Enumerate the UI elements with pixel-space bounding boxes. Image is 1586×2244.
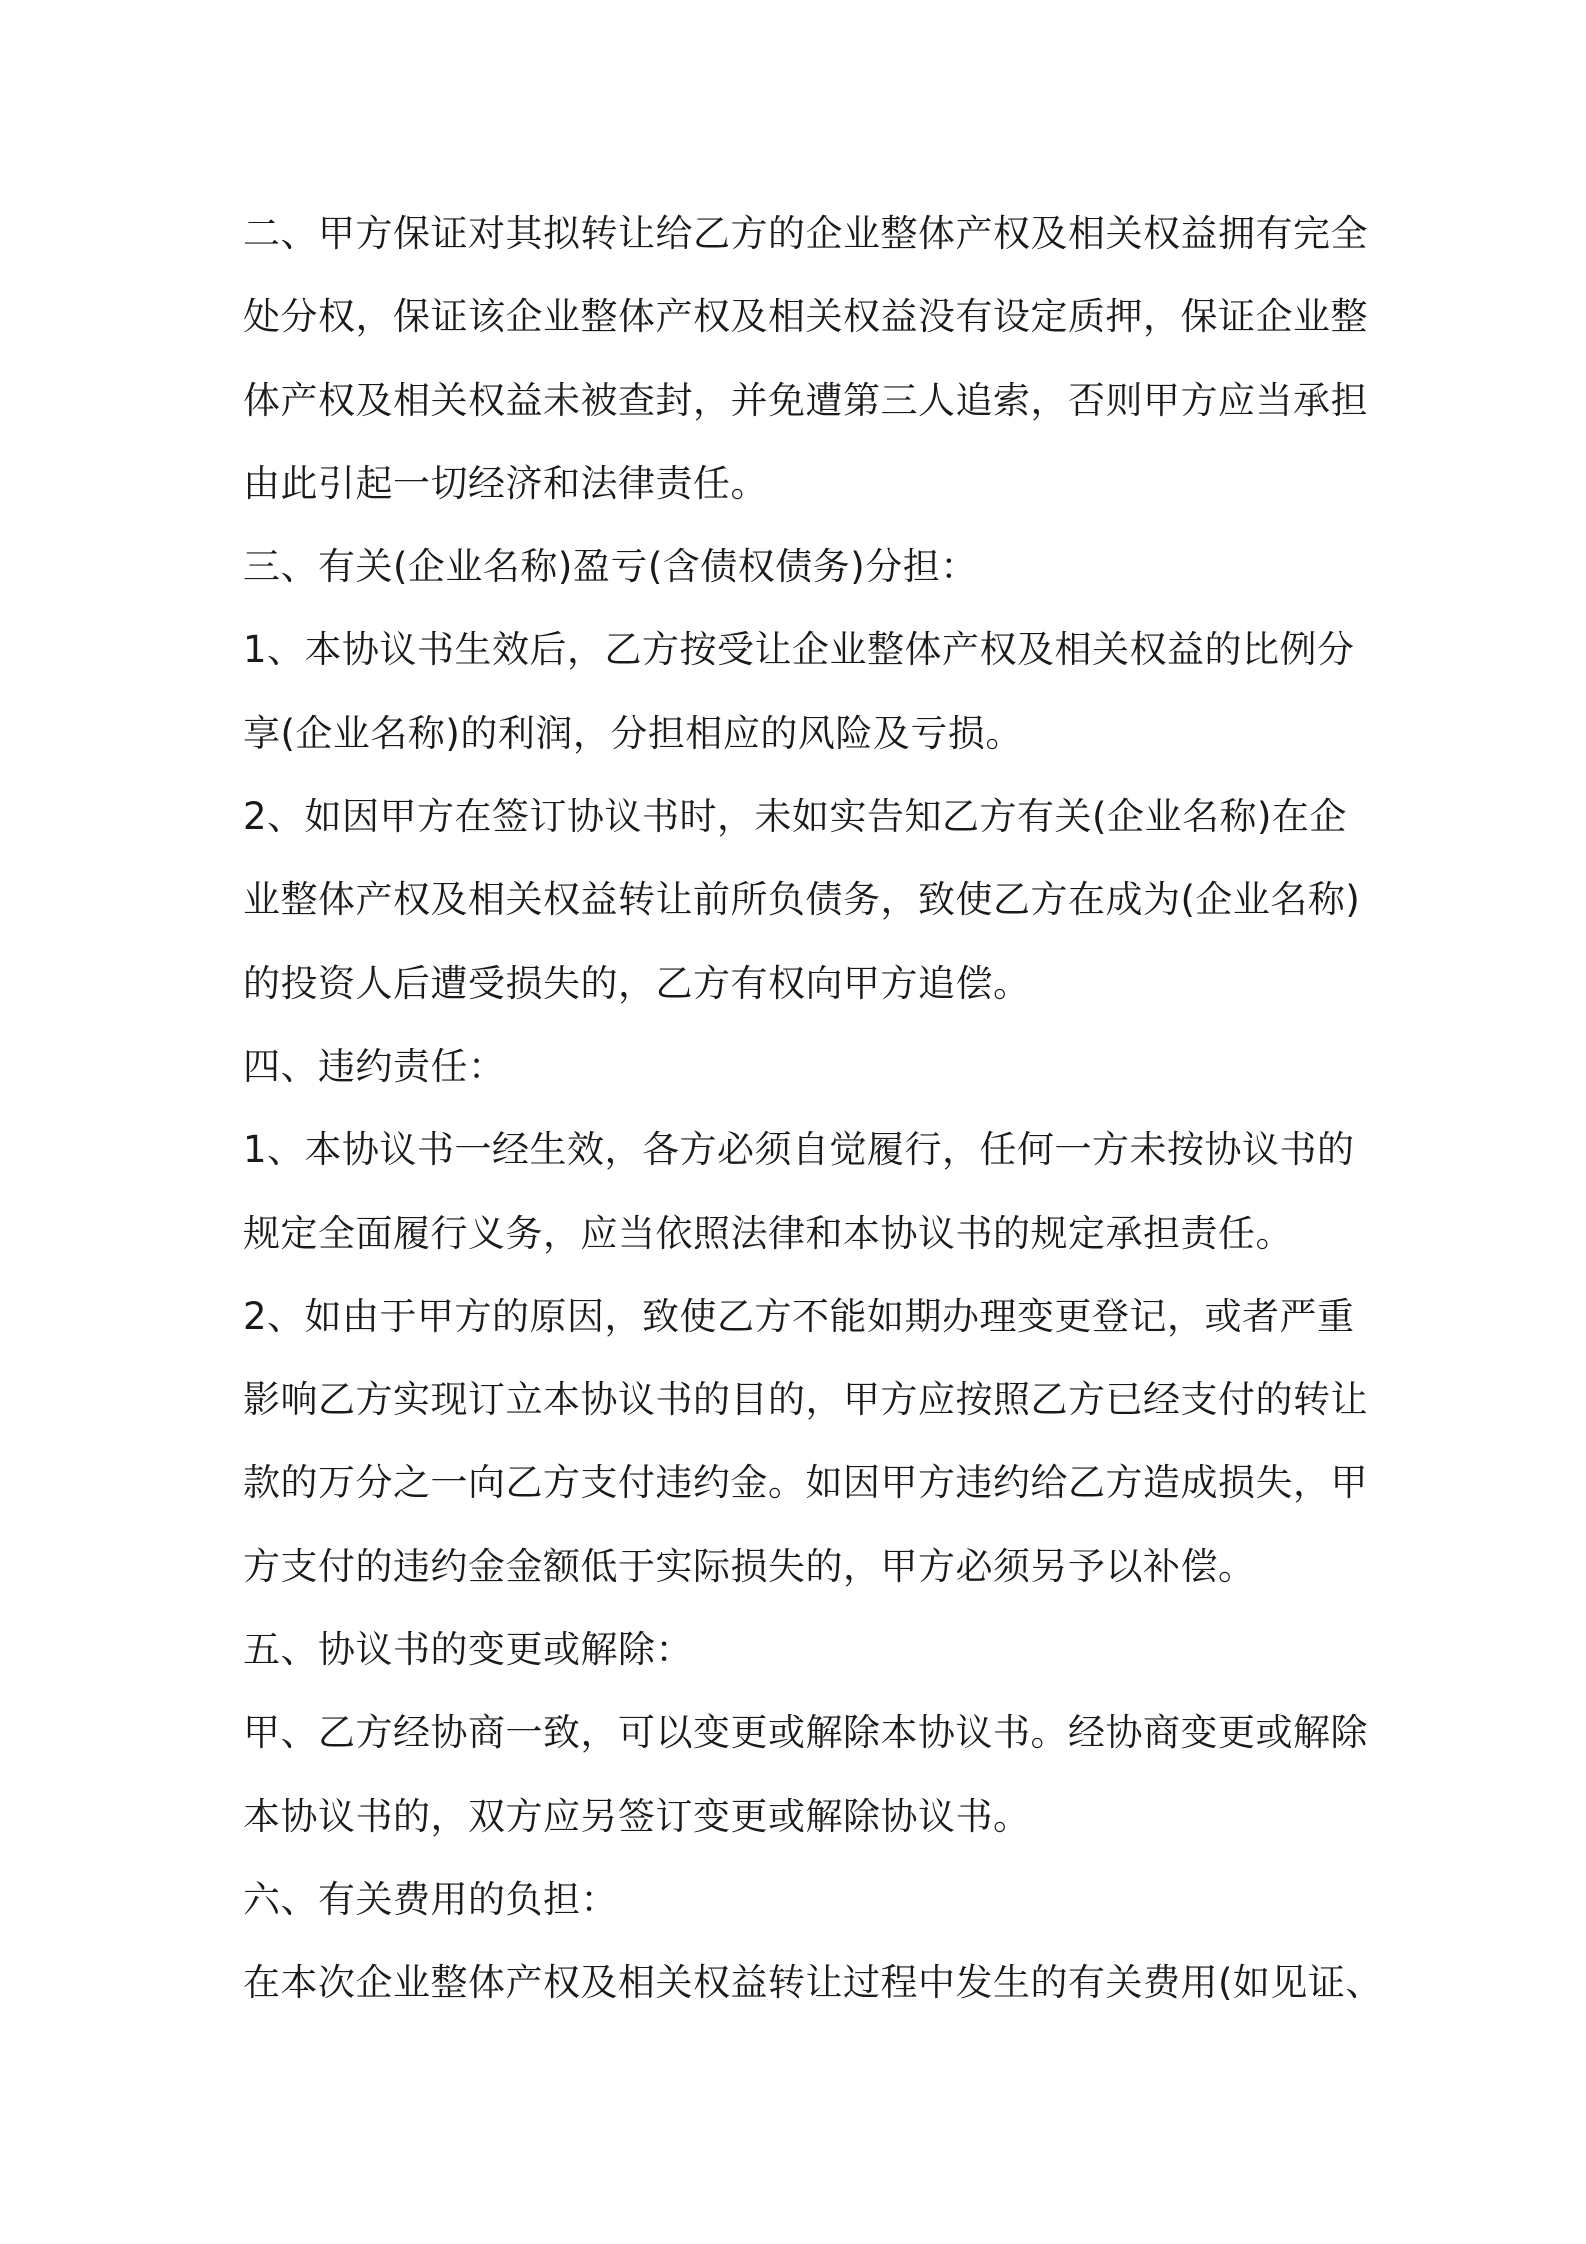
text-line: 规定全面履行义务，应当依照法律和本协议书的规定承担责任。: [243, 1211, 1293, 1255]
text-line: 本协议书的，双方应另签订变更或解除协议书。: [243, 1794, 1031, 1838]
section-heading: 六、有关费用的负担：: [243, 1877, 618, 1921]
text-line: 的投资人后遭受损失的，乙方有权向甲方追偿。: [243, 961, 1031, 1005]
text-line: 二、甲方保证对其拟转让给乙方的企业整体产权及相关权益拥有完全: [243, 212, 1368, 255]
text-line: 甲、乙方经协商一致，可以变更或解除本协议书。经协商变更或解除: [243, 1711, 1368, 1755]
section-heading: 四、违约责任：: [243, 1044, 506, 1088]
text-line: 业整体产权及相关权益转让前所负债务，致使乙方在成为(企业名称): [243, 878, 1361, 922]
text-line: 2、如因甲方在签订协议书时，未如实告知乙方有关(企业名称)在企: [243, 795, 1347, 839]
text-line: 2、如由于甲方的原因，致使乙方不能如期办理变更登记，或者严重: [243, 1294, 1355, 1338]
section-heading: 三、有关(企业名称)盈亏(含债权债务)分担：: [243, 545, 978, 589]
text-line: 款的万分之一向乙方支付违约金。如因甲方违约给乙方造成损失，甲: [243, 1461, 1368, 1505]
text-line: 处分权，保证该企业整体产权及相关权益没有设定质押，保证企业整: [243, 295, 1368, 339]
text-line: 方支付的违约金金额低于实际损失的，甲方必须另予以补偿。: [243, 1544, 1256, 1588]
text-line: 体产权及相关权益未被查封，并免遭第三人追索，否则甲方应当承担: [243, 378, 1368, 422]
section-heading: 五、协议书的变更或解除：: [243, 1628, 693, 1672]
document-body: [243, 192, 1383, 2025]
text-line: 影响乙方实现订立本协议书的目的，甲方应按照乙方已经支付的转让: [243, 1378, 1368, 1422]
text-line: 由此引起一切经济和法律责任。: [243, 461, 768, 505]
text-line: 1、本协议书一经生效，各方必须自觉履行，任何一方未按协议书的: [243, 1128, 1355, 1172]
text-line: 在本次企业整体产权及相关权益转让过程中发生的有关费用(如见证、: [243, 1961, 1383, 2005]
text-line: 享(企业名称)的利润，分担相应的风险及亏损。: [243, 711, 1023, 755]
text-line: 1、本协议书生效后，乙方按受让企业整体产权及相关权益的比例分: [243, 628, 1355, 672]
